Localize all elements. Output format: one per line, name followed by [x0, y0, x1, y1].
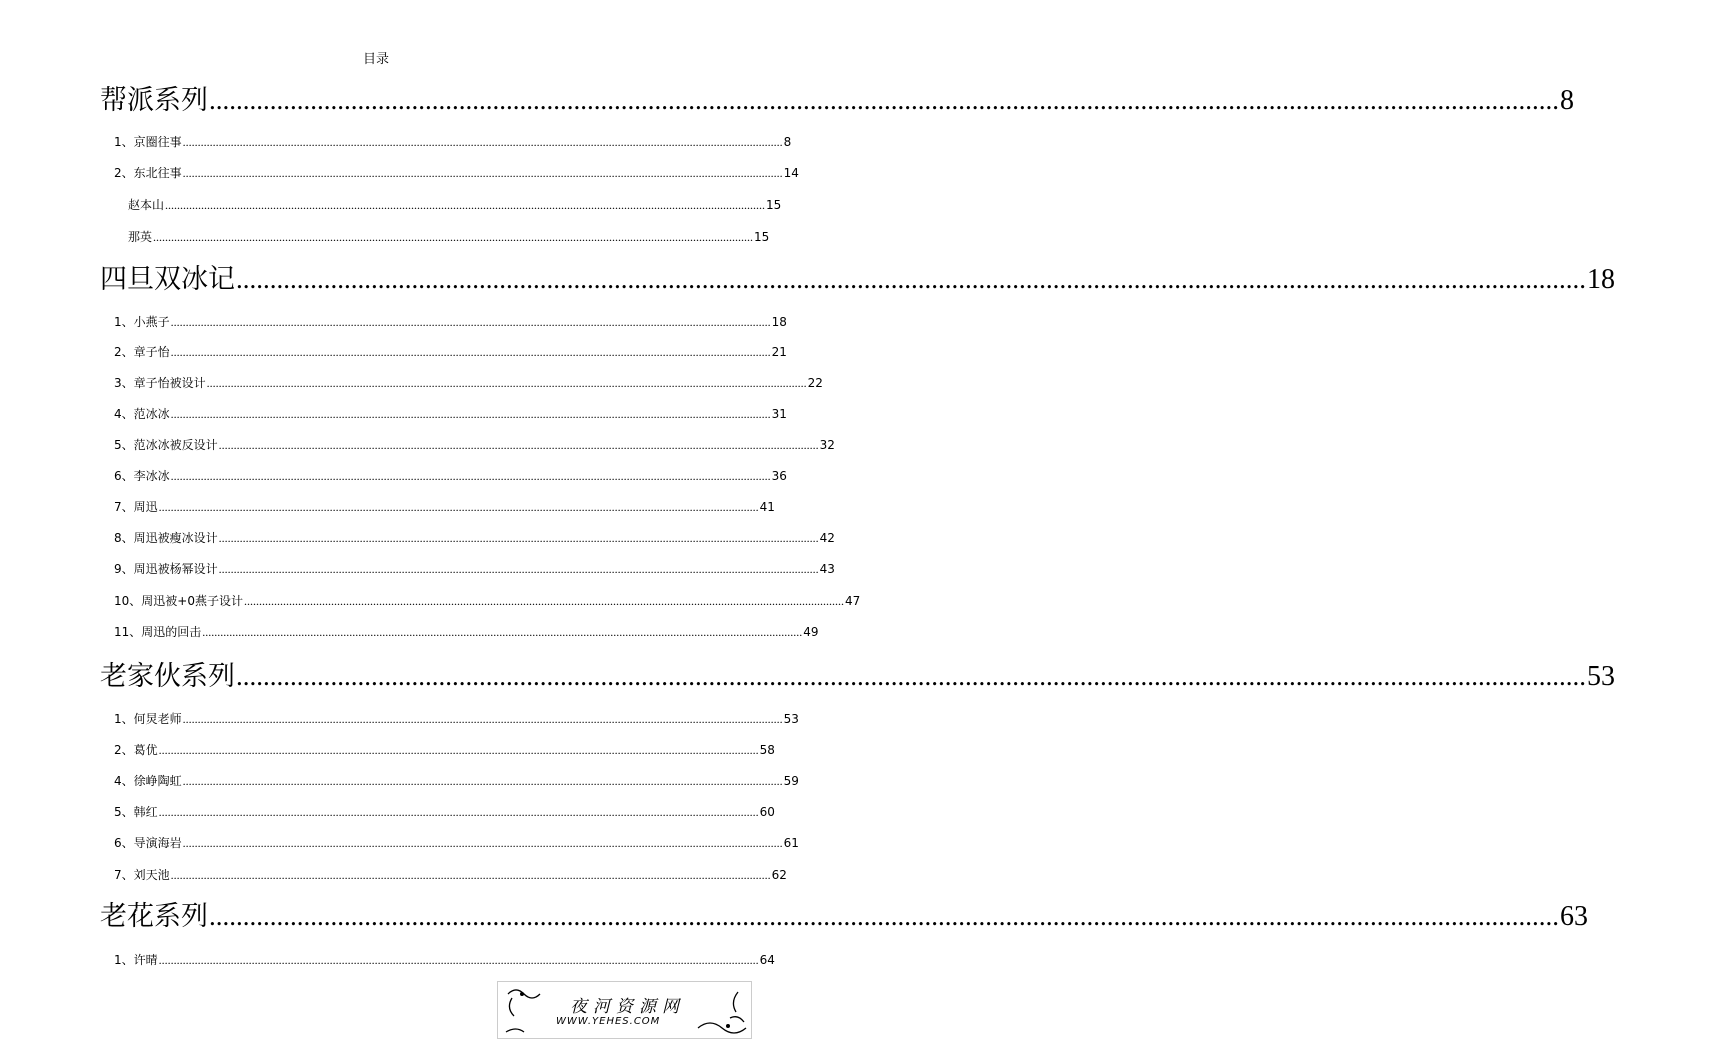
- leader-dots: ........................................................................................................................................................................................................: [170, 345, 771, 359]
- page-number: 58: [759, 743, 775, 757]
- leader-dots: ........................................................................................................................................................................................................: [158, 953, 759, 967]
- toc-entry[interactable]: [0, 560, 835, 582]
- leader-dots: ........................................................................................................................................................................................................: [218, 562, 819, 576]
- toc-entry[interactable]: [0, 803, 775, 825]
- entry-title: 9、周迅被杨幂设计: [114, 562, 218, 576]
- entry-title: 7、周迅: [114, 500, 158, 514]
- page-number: 62: [771, 868, 787, 882]
- page-number: 53: [1587, 661, 1615, 692]
- leader-dots: ........................................................................................................................................................................................................: [170, 469, 771, 483]
- page-number: 21: [771, 345, 787, 359]
- leader-dots: ........................................................................................................................................................................................................: [182, 712, 783, 726]
- toc-section-heading[interactable]: [0, 654, 1615, 694]
- entry-title: 赵本山: [128, 198, 165, 212]
- toc-entry[interactable]: [0, 228, 770, 250]
- entry-title: 2、章子怡: [114, 345, 170, 359]
- section-title: 四旦双冰记: [100, 264, 235, 295]
- toc-entry[interactable]: [0, 196, 782, 218]
- entry-title: 1、何炅老师: [114, 712, 182, 726]
- leader-dots: ........................................................................................................................................................................................................: [182, 166, 783, 180]
- leader-dots: ........................................................................................................................................................................................................: [182, 836, 783, 850]
- toc-entry[interactable]: [0, 834, 799, 856]
- toc-entry[interactable]: [0, 710, 799, 732]
- toc-entry[interactable]: [0, 623, 819, 645]
- entry-title: 4、徐峥陶虹: [114, 774, 182, 788]
- page-number: 8: [1560, 85, 1574, 116]
- leader-dots: ........................................................................................................................................................................................................: [153, 230, 754, 244]
- toc-entry[interactable]: [0, 498, 775, 520]
- watermark-name: 夜河资源网: [570, 997, 685, 1017]
- toc-entry[interactable]: [0, 133, 792, 155]
- toc-section-heading[interactable]: [0, 257, 1615, 297]
- page-number: 36: [771, 469, 787, 483]
- page-number: 47: [844, 594, 861, 608]
- toc-section-heading[interactable]: [0, 78, 1574, 118]
- entry-title: 6、李冰冰: [114, 469, 170, 483]
- page-number: 60: [759, 805, 775, 819]
- entry-title: 1、小燕子: [114, 315, 170, 329]
- page-number: 41: [759, 500, 775, 514]
- leader-dots: ........................................................................................................................................................................................................: [202, 625, 803, 639]
- entry-title: 5、韩红: [114, 805, 158, 819]
- page-number: 15: [766, 198, 782, 212]
- page-number: 32: [819, 438, 835, 452]
- entry-title: 2、葛优: [114, 743, 158, 757]
- toc-title: 目录: [362, 52, 389, 67]
- toc-entry[interactable]: [0, 405, 787, 427]
- leader-dots: ........................................................................................................................................................................................................: [170, 407, 771, 421]
- toc-entry[interactable]: [0, 436, 835, 458]
- entry-title: 3、章子怡被设计: [114, 376, 206, 390]
- toc-entry[interactable]: [0, 866, 787, 888]
- leader-dots: ........................................................................................................................................................................................................: [209, 85, 1559, 115]
- entry-title: 10、周迅被+0燕子设计: [114, 594, 243, 608]
- toc-entry[interactable]: [0, 467, 787, 489]
- page-number: 14: [783, 166, 799, 180]
- toc-entry[interactable]: [0, 164, 799, 186]
- toc-section-heading[interactable]: [0, 894, 1588, 934]
- page-number: 8: [783, 135, 792, 149]
- leader-dots: ........................................................................................................................................................................................................: [170, 868, 771, 882]
- page-number: 49: [803, 625, 819, 639]
- page-number: 15: [754, 230, 770, 244]
- entry-title: 5、范冰冰被反设计: [114, 438, 218, 452]
- toc-entry[interactable]: [0, 951, 775, 973]
- page-number: 42: [819, 531, 835, 545]
- entry-title: 1、京圈往事: [114, 135, 182, 149]
- page-number: 53: [783, 712, 799, 726]
- page-number: 31: [771, 407, 787, 421]
- section-title: 老家伙系列: [100, 661, 235, 692]
- entry-title: 那英: [128, 230, 153, 244]
- entry-title: 8、周迅被瘦冰设计: [114, 531, 218, 545]
- page-number: 63: [1560, 901, 1588, 932]
- entry-title: 1、许晴: [114, 953, 158, 967]
- toc-entry[interactable]: [0, 772, 799, 794]
- section-title: 老花系列: [100, 901, 208, 932]
- leader-dots: ........................................................................................................................................................................................................: [206, 376, 807, 390]
- leader-dots: ........................................................................................................................................................................................................: [170, 315, 771, 329]
- leader-dots: ........................................................................................................................................................................................................: [209, 901, 1559, 931]
- page-number: 43: [819, 562, 835, 576]
- leader-dots: ........................................................................................................................................................................................................: [182, 135, 783, 149]
- leader-dots: ........................................................................................................................................................................................................: [243, 594, 844, 608]
- entry-title: 7、刘天池: [114, 868, 170, 882]
- leader-dots: ........................................................................................................................................................................................................: [236, 661, 1586, 691]
- leader-dots: ........................................................................................................................................................................................................: [218, 531, 819, 545]
- toc-entry[interactable]: [0, 313, 787, 335]
- entry-title: 2、东北往事: [114, 166, 182, 180]
- page-number: 18: [771, 315, 787, 329]
- toc-entry[interactable]: [0, 529, 835, 551]
- page-number: 22: [807, 376, 823, 390]
- leader-dots: ........................................................................................................................................................................................................: [182, 774, 783, 788]
- toc-entry[interactable]: [0, 741, 775, 763]
- page-number: 18: [1587, 264, 1615, 295]
- toc-entry[interactable]: [0, 374, 823, 396]
- entry-title: 11、周迅的回击: [114, 625, 202, 639]
- watermark-logo: [497, 981, 752, 1039]
- entry-title: 4、范冰冰: [114, 407, 170, 421]
- page-number: 64: [759, 953, 775, 967]
- leader-dots: ........................................................................................................................................................................................................: [236, 264, 1586, 294]
- leader-dots: ........................................................................................................................................................................................................: [158, 743, 759, 757]
- page-number: 61: [783, 836, 799, 850]
- entry-title: 6、导演海岩: [114, 836, 182, 850]
- page-number: 59: [783, 774, 799, 788]
- leader-dots: ........................................................................................................................................................................................................: [158, 805, 759, 819]
- leader-dots: ........................................................................................................................................................................................................: [158, 500, 759, 514]
- watermark-url: WWW.YEHES.COM: [556, 1016, 661, 1027]
- toc-entry[interactable]: [0, 343, 787, 365]
- leader-dots: ........................................................................................................................................................................................................: [218, 438, 819, 452]
- section-title: 帮派系列: [100, 85, 208, 116]
- toc-entry[interactable]: [0, 592, 861, 614]
- leader-dots: ........................................................................................................................................................................................................: [165, 198, 766, 212]
